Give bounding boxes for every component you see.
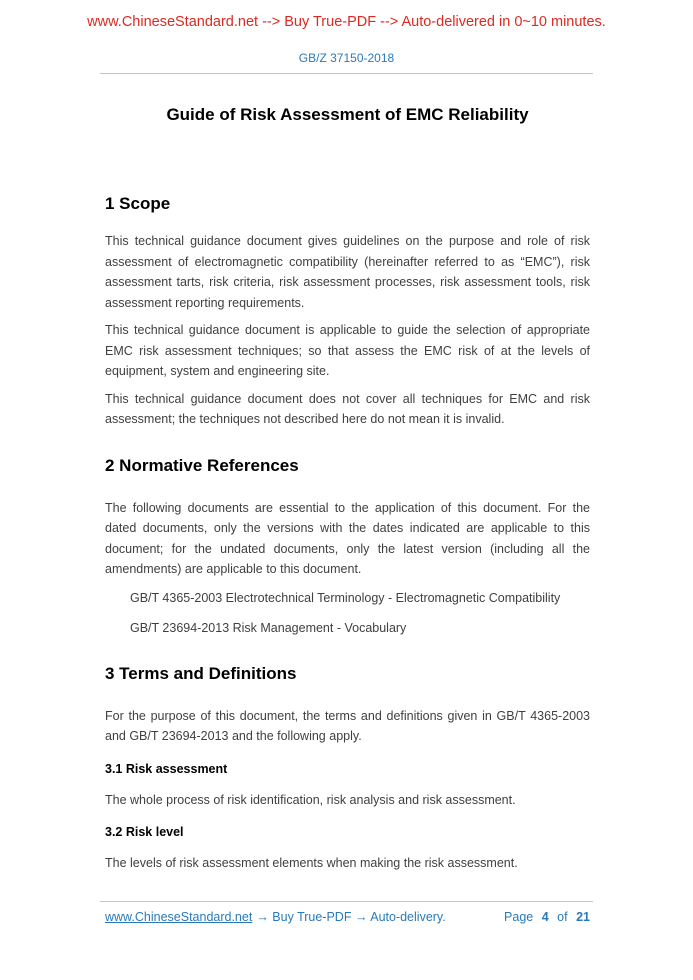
doc-number: GB/Z 37150-2018	[298, 51, 395, 65]
page-total: 21	[576, 910, 590, 924]
page-word: Page	[504, 910, 534, 924]
header-divider	[100, 73, 593, 74]
term-1-heading: 3.1 Risk assessment	[105, 761, 228, 776]
normative-references-intro: The following documents are essential to the application of this document. For the dated documents, only the versions with the dates indicated are applicable to this document; for the undated documents, only the latest version (including all the amendments) are applicable to this document.	[105, 500, 590, 576]
scope-paragraph-3: This technical guidance document does not cover all techniques for EMC and risk assessment; the techniques not described here do not mean it is invalid.	[105, 391, 590, 426]
of-word: of	[557, 910, 568, 924]
footer-site-link[interactable]: www.ChineseStandard.net	[105, 910, 253, 924]
scope-paragraph-2: This technical guidance document is applicable to guide the selection of appropriate EMC risk assessment techniques; so that assess the EMC risk of at the levels of equipment, system and engineering site.	[105, 323, 590, 378]
term-2-definition: The levels of risk assessment elements when making the risk assessment.	[105, 856, 518, 870]
document-title: Guide of Risk Assessment of EMC Reliability	[166, 105, 529, 124]
scope-paragraph-1: This technical guidance document gives guidelines on the purpose and role of risk assessment of electromagnetic compatibility (hereinafter referred to as “EMC”), risk assessment tarts, risk criteria, risk assessment processes, risk assessment tools, risk assessment reporting requirements.	[105, 234, 590, 310]
footer-tagline: → Buy True-PDF → Auto-delivery.	[256, 910, 446, 924]
section-terms-heading: 3 Terms and Definitions	[105, 663, 297, 683]
terms-intro: For the purpose of this document, the terms and definitions given in GB/T 4365-2003 and GB/T 23694-2013 and the following apply.	[105, 708, 590, 743]
reference-list	[105, 588, 590, 639]
reference-item: GB/T 4365-2003 Electrotechnical Terminology - Electromagnetic Compatibility	[130, 590, 561, 605]
page-footer	[105, 909, 590, 926]
page-current: 4	[541, 910, 549, 924]
page-indicator	[504, 909, 590, 926]
footer-divider	[100, 901, 593, 902]
footer-left	[105, 909, 446, 926]
section-normative-references-heading: 2 Normative References	[105, 455, 299, 475]
term-2-heading: 3.2 Risk level	[105, 824, 184, 839]
section-scope-heading: 1 Scope	[105, 194, 171, 213]
header-banner: www.ChineseStandard.net --> Buy True-PDF --> Auto-delivered in 0~10 minutes.	[87, 14, 606, 30]
reference-item: GB/T 23694-2013 Risk Management - Vocabulary	[130, 621, 407, 635]
term-1-definition: The whole process of risk identification, risk analysis and risk assessment.	[105, 793, 516, 807]
document-body	[105, 104, 590, 874]
